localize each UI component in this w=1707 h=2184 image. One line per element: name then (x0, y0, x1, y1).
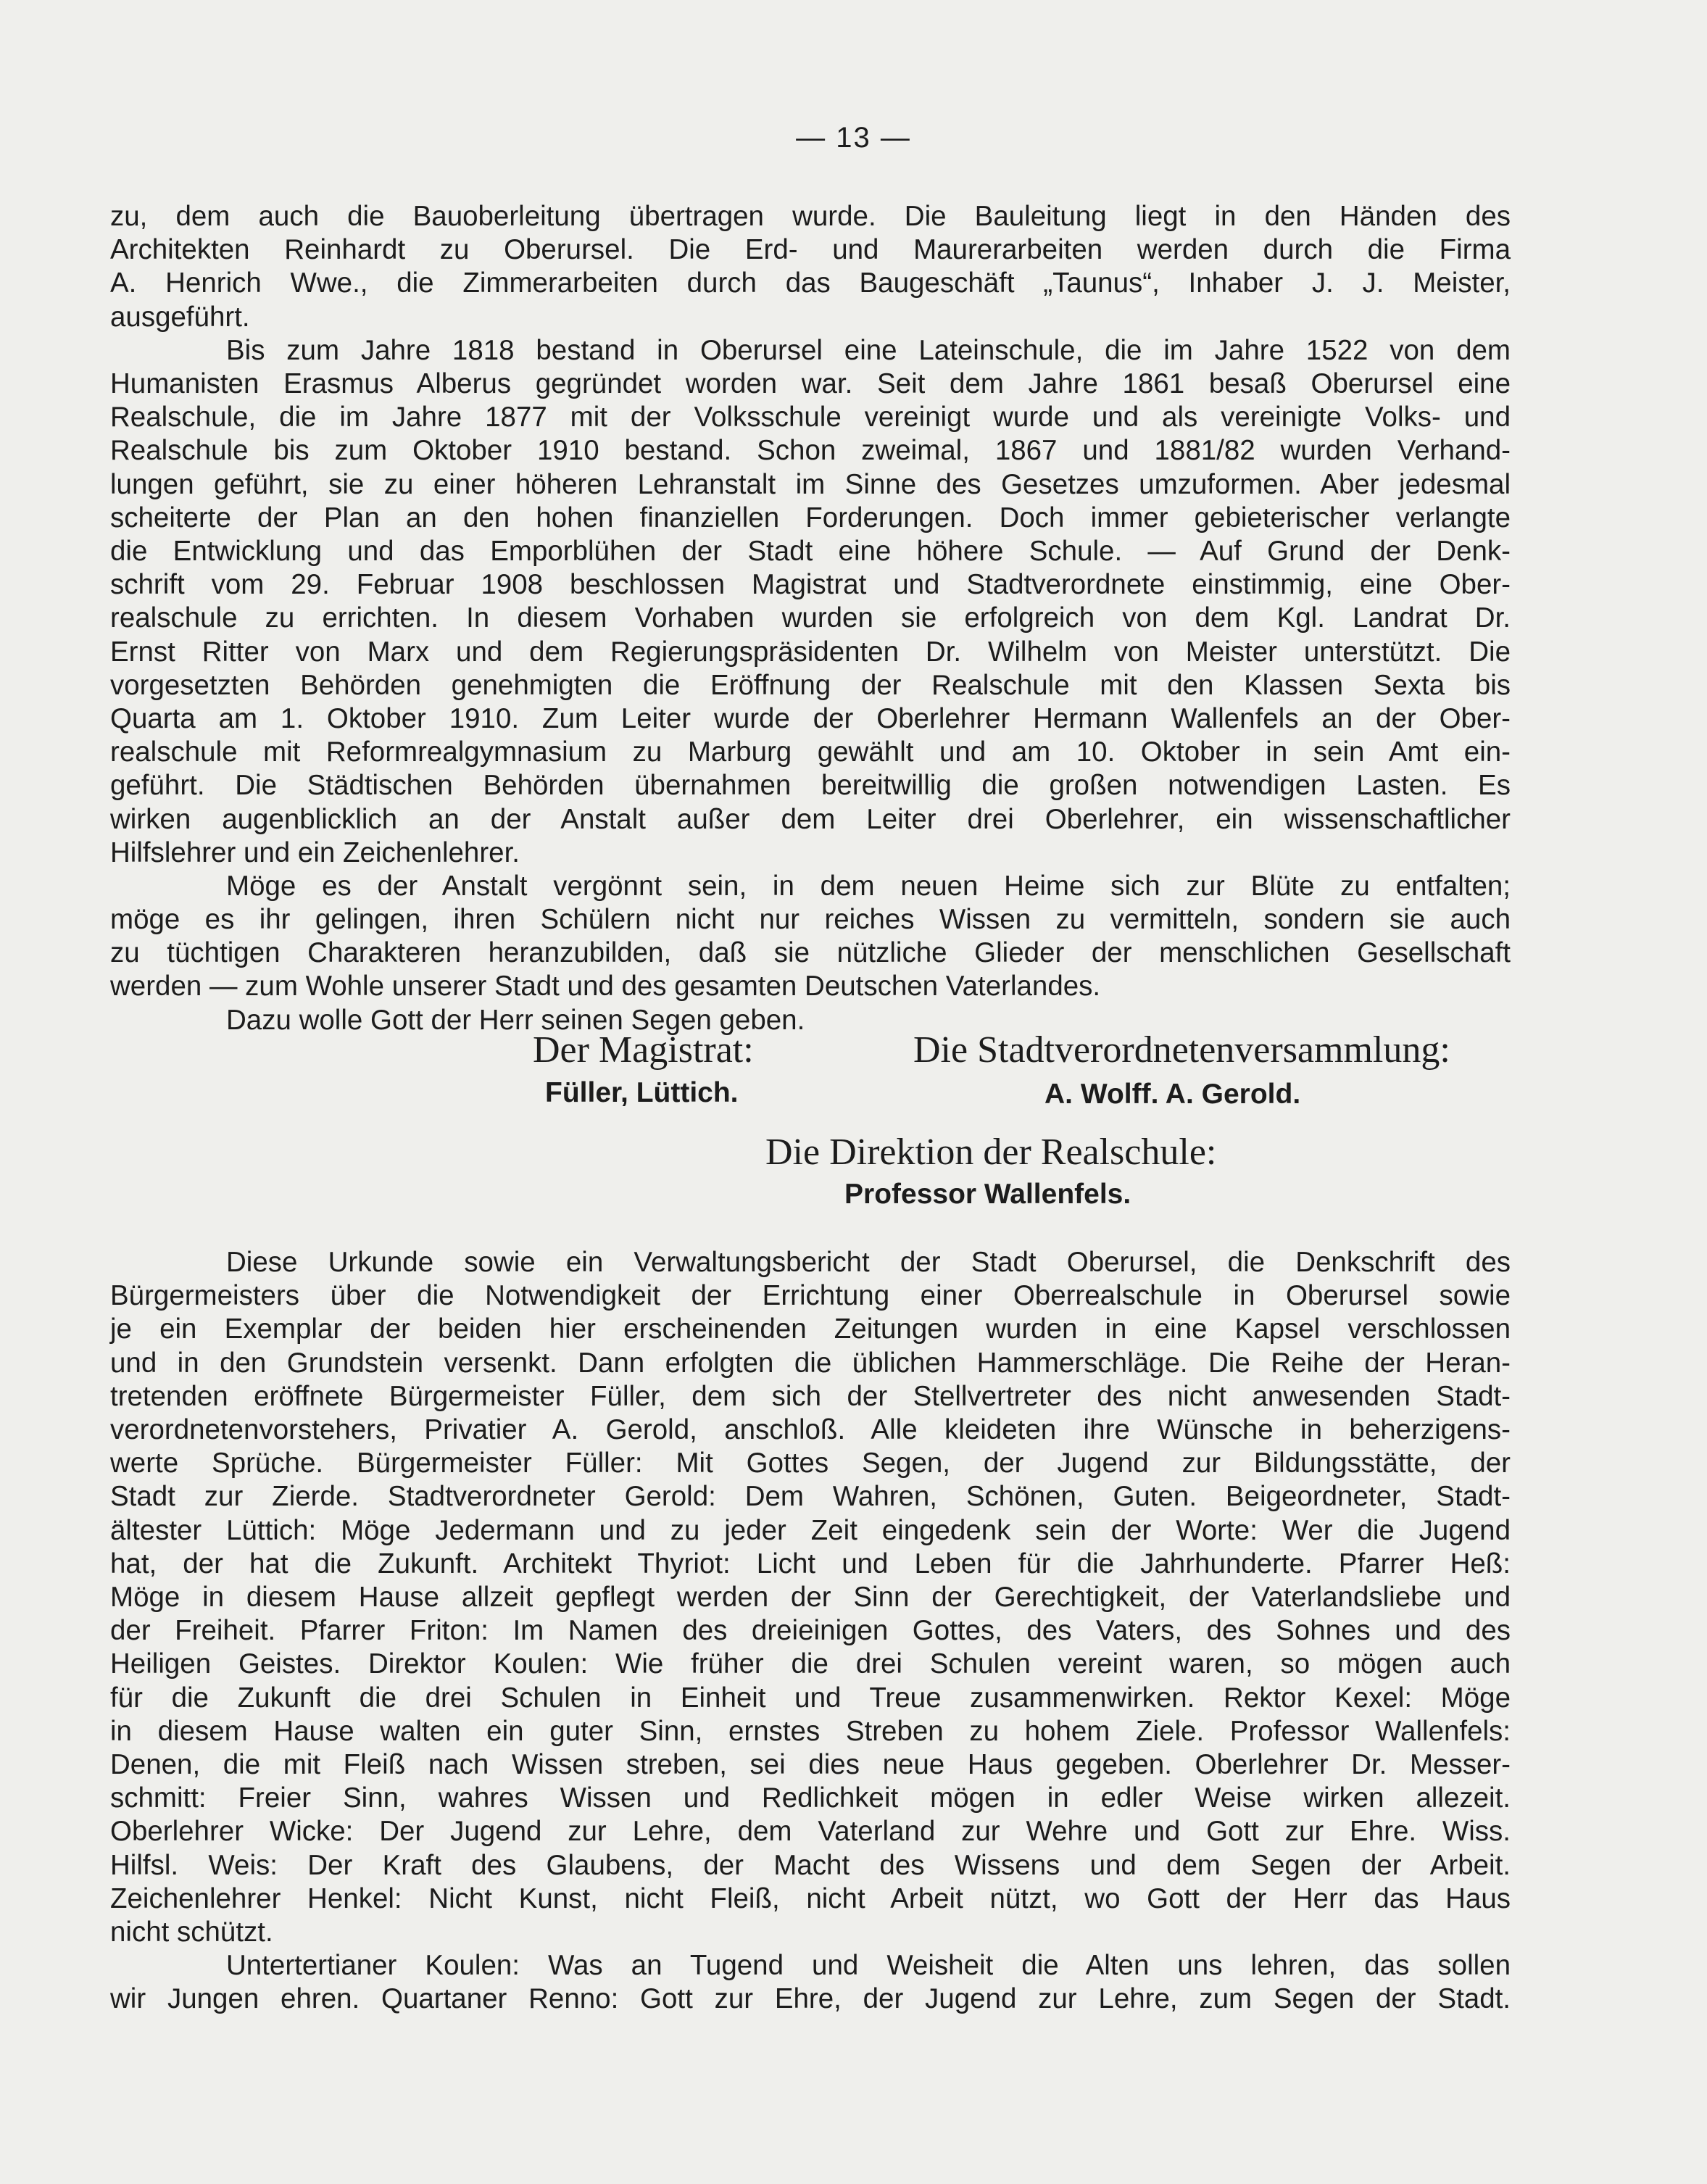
text-line: die Entwicklung und das Emporblühen der Stadt eine höhere Schule. — Auf Grund der Denk- (110, 536, 1511, 568)
text-line: Architekten Reinhardt zu Oberursel. Die Erd- und Maurerarbeiten werden durch die Firma (110, 234, 1511, 266)
paragraph-pupils (110, 1949, 1511, 2016)
signature-direction-names: Professor Wallenfels. (844, 1179, 1131, 1210)
text-line: lungen geführt, sie zu einer höheren Lehranstalt im Sinne des Gesetzes umzuformen. Aber jedesmal (110, 468, 1511, 500)
signature-magistrat-names: Füller, Lüttich. (545, 1077, 739, 1108)
text-line: Realschule bis zum Oktober 1910 bestand. Schon zweimal, 1867 und 1881/82 wurden Verhand- (110, 435, 1511, 467)
text-line: schmitt: Freier Sinn, wahres Wissen und Redlichkeit mögen in edler Weise wirken allezeit. (110, 1782, 1511, 1814)
text-line: Dazu wolle Gott der Herr seinen Segen geben. (226, 1004, 805, 1036)
text-line: ausgeführt. (110, 301, 250, 333)
text-line: Humanisten Erasmus Alberus gegründet worden war. Seit dem Jahre 1861 besaß Oberursel eine (110, 368, 1511, 399)
paragraph-ceremony (110, 1246, 1511, 1949)
text-line: realschule mit Reformrealgymnasium zu Marburg gewählt und am 10. Oktober in sein Amt ein- (110, 736, 1511, 768)
signature-magistrat-title: Der Magistrat: (533, 1029, 754, 1071)
text-line: Bis zum Jahre 1818 bestand in Oberursel eine Lateinschule, die im Jahre 1522 von dem (226, 334, 1511, 366)
text-line: schrift vom 29. Februar 1908 beschlossen Magistrat und Stadtverordnete einstimmig, eine Ober- (110, 569, 1511, 601)
text-line: Realschule, die im Jahre 1877 mit der Volksschule vereinigt wurde und als vereinigte Volks- und (110, 402, 1511, 433)
text-line: für die Zukunft die drei Schulen in Einheit und Treue zusammenwirken. Rektor Kexel: Möge (110, 1682, 1511, 1714)
text-line: realschule zu errichten. In diesem Vorhaben wurden sie erfolgreich von dem Kgl. Landrat Dr. (110, 602, 1511, 634)
text-line: hat, der hat die Zukunft. Architekt Thyriot: Licht und Leben für die Jahrhunderte. Pfarrer Heß: (110, 1548, 1511, 1579)
text-line: verordnetenvorstehers, Privatier A. Gerold, anschloß. Alle kleideten ihre Wünsche in beherzigens- (110, 1414, 1511, 1446)
text-line: ältester Lüttich: Möge Jedermann und zu jeder Zeit eingedenk sein der Worte: Wer die Jugend (110, 1514, 1511, 1546)
text-line: in diesem Hause walten ein guter Sinn, ernstes Streben zu hohem Ziele. Professor Wallenfels: (110, 1715, 1511, 1747)
text-line: Quarta am 1. Oktober 1910. Zum Leiter wurde der Oberlehrer Hermann Wallenfels an der Ober- (110, 703, 1511, 735)
text-line: wir Jungen ehren. Quartaner Renno: Gott zur Ehre, der Jugend zur Lehre, zum Segen der Stadt. (110, 1983, 1511, 2015)
text-line: Oberlehrer Wicke: Der Jugend zur Lehre, dem Vaterland zur Wehre und Gott zur Ehre. Wiss. (110, 1816, 1511, 1848)
text-line: je ein Exemplar der beiden hier erscheinenden Zeitungen wurden in eine Kapsel verschlossen (110, 1313, 1511, 1345)
text-line: tretenden eröffnete Bürgermeister Füller, dem sich der Stellvertreter des nicht anwesenden Stadt- (110, 1380, 1511, 1412)
paragraph-history (110, 334, 1511, 870)
text-line: Hilfsl. Weis: Der Kraft des Glaubens, der Macht des Wissens und dem Segen der Arbeit. (110, 1849, 1511, 1881)
text-line: Untertertianer Koulen: Was an Tugend und Weisheit die Alten uns lehren, das sollen (226, 1950, 1511, 1982)
text-line: wirken augenblicklich an der Anstalt außer dem Leiter drei Oberlehrer, ein wissenschaftlicher (110, 803, 1511, 835)
text-line: Zeichenlehrer Henkel: Nicht Kunst, nicht Fleiß, nicht Arbeit nützt, wo Gott der Herr das Haus (110, 1882, 1511, 1914)
text-line: A. Henrich Wwe., die Zimmerarbeiten durch das Baugeschäft „Taunus“, Inhaber J. J. Meister, (110, 267, 1511, 299)
paragraph-wishes (110, 870, 1511, 1004)
text-line: Denen, die mit Fleiß nach Wissen streben, sei dies neue Haus gegeben. Oberlehrer Dr. Messer- (110, 1749, 1511, 1781)
text-line: werden — zum Wohle unserer Stadt und des gesamten Deutschen Vaterlandes. (110, 971, 1101, 1002)
text-line: scheiterte der Plan an den hohen finanziellen Forderungen. Doch immer gebieterischer verlangte (110, 502, 1511, 533)
text-line: Hilfslehrer und ein Zeichenlehrer. (110, 836, 520, 868)
text-line: Möge es der Anstalt vergönnt sein, in dem neuen Heime sich zur Blüte zu entfalten; (226, 870, 1511, 902)
text-line: zu, dem auch die Bauoberleitung übertragen wurde. Die Bauleitung liegt in den Händen des (110, 201, 1511, 232)
text-line: Diese Urkunde sowie ein Verwaltungsbericht der Stadt Oberursel, die Denkschrift des (226, 1247, 1511, 1278)
text-line: Ernst Ritter von Marx und dem Regierungspräsidenten Dr. Wilhelm von Meister unterstützt. Die (110, 636, 1511, 668)
text-line: Heiligen Geistes. Direktor Koulen: Wie früher die drei Schulen vereint waren, so mögen auch (110, 1648, 1511, 1680)
text-line: vorgesetzten Behörden genehmigten die Eröffnung der Realschule mit den Klassen Sexta bis (110, 669, 1511, 701)
text-line: und in den Grundstein versenkt. Dann erfolgten die üblichen Hammerschläge. Die Reihe der Heran- (110, 1347, 1511, 1379)
text-line: geführt. Die Städtischen Behörden übernahmen bereitwillig die großen notwendigen Lasten. Es (110, 770, 1511, 802)
signature-direction-title: Die Direktion der Realschule: (765, 1132, 1217, 1173)
text-line: Bürgermeisters über die Notwendigkeit der Errichtung einer Oberrealschule in Oberursel sowie (110, 1280, 1511, 1312)
text-line: der Freiheit. Pfarrer Friton: Im Namen des dreieinigen Gottes, des Vaters, des Sohnes und des (110, 1615, 1511, 1647)
text-line: zu tüchtigen Charakteren heranzubilden, daß sie nützliche Glieder der menschlichen Gesellschaft (110, 937, 1511, 969)
text-line: möge es ihr gelingen, ihren Schülern nicht nur reiches Wissen zu vermitteln, sondern sie auch (110, 904, 1511, 935)
page-number: — 13 — (796, 122, 911, 154)
text-line: werte Sprüche. Bürgermeister Füller: Mit Gottes Segen, der Jugend zur Bildungsstätte, der (110, 1448, 1511, 1479)
signature-council-title: Die Stadtverordnetenversammlung: (913, 1029, 1450, 1071)
text-line: Stadt zur Zierde. Stadtverordneter Gerold: Dem Wahren, Schönen, Guten. Beigeordneter, Stadt- (110, 1481, 1511, 1513)
signature-council-names: A. Wolff. A. Gerold. (1044, 1079, 1301, 1110)
text-line: Möge in diesem Hause allzeit gepflegt werden der Sinn der Gerechtigkeit, der Vaterlandsliebe und (110, 1582, 1511, 1614)
text-line: nicht schützt. (110, 1917, 273, 1948)
paragraph-construction (110, 200, 1511, 334)
